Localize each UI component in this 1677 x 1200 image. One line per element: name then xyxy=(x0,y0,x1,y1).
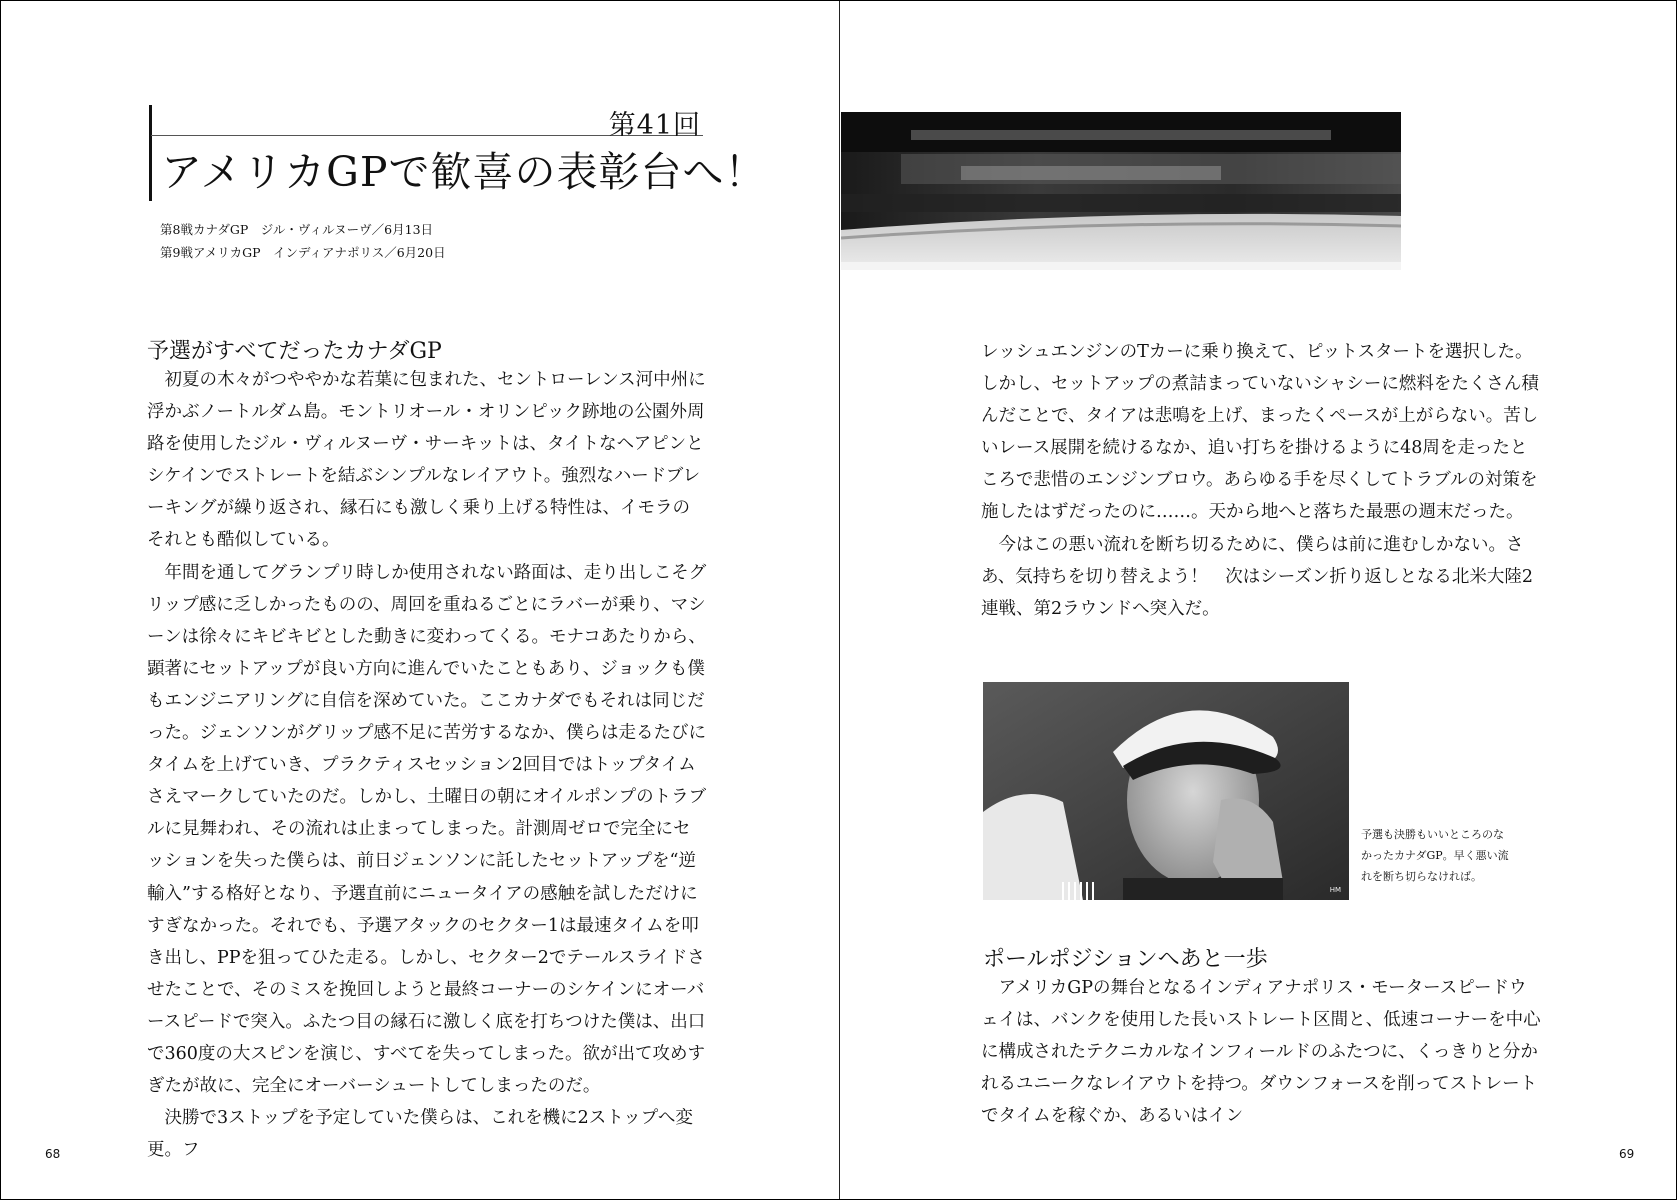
episode-number: 第41回 xyxy=(608,110,701,141)
photo-caption: 予選も決勝もいいところのなかったカナダGP。早く悪い流れを断ち切らなければ。 xyxy=(1361,828,1509,883)
paragraph: アメリカGPの舞台となるインディアナポリス・モータースピードウェイは、バンクを使用した長いストレート区間と、低速コーナーを中心に構成されたテクニカルなインフィールドのふたつに、くっきりと分かれるユニークなレイアウトを持つ。ダウンフォースを削ってストレートでタイムを稼ぐか、あるいはイン xyxy=(981,978,1541,1127)
chapter-title: アメリカGPで歓喜の表彰台へ！ xyxy=(161,148,767,196)
page-gutter xyxy=(839,1,840,1200)
section-heading-canada: 予選がすべてだったカナダGP xyxy=(147,339,442,364)
right-body-text-2 xyxy=(981,972,1541,1132)
photo-credit: HM xyxy=(1329,886,1341,894)
section-heading-pole-position: ポールポジションへあと一歩 xyxy=(983,947,1268,972)
page-number-right: 69 xyxy=(1619,1147,1635,1161)
motion-blur-car-photo xyxy=(841,112,1401,270)
driver-portrait-photo xyxy=(983,682,1349,900)
race-info-line: 第8戦カナダGP ジル・ヴィルヌーヴ／6月13日 xyxy=(160,222,434,237)
paragraph: 年間を通してグランプリ時しか使用されない路面は、走り出しこそグリップ感に乏しかったものの、周回を重ねるごとにラバーが乗り、マシーンは徐々にキビキビとした動きに変わってくる。モナコあたりから、顕著にセットアップが良い方向に進んでいたこともあり、ジョックも僕もエンジニアリングに自信を深めていた。ここカナダでもそれは同じだった。ジェンソンがグリップ感不足に苦労するなか、僕らは走るたびにタイムを上げていき、プラクティスセッション2回目ではトップタイムさえマークしていたのだ。しかし、土曜日の朝にオイルポンプのトラブルに見舞われ、その流れは止まってしまった。計測周ゼロで完全にセッションを失った僕らは、前日ジェンソンに託したセットアップを“逆輸入”する格好となり、予選直前にニュータイアの感触を試しただけにすぎなかった。それでも、予選アタックのセクター1は最速タイムを叩き出し、PPを狙ってひた走る。しかし、セクター2でテールスライドさせたことで、そのミスを挽回しようと最終コーナーのシケインにオーバースピードで突入。ふたつ目の縁石に激しく底を打ちつけた僕は、出口で360度の大スピンを演じ、すべてを失ってしまった。欲が出て攻めすぎたが故に、完全にオーバーシュートしてしまったのだ。 xyxy=(147,562,707,1097)
left-body-text xyxy=(147,364,707,1166)
page-number-left: 68 xyxy=(45,1147,61,1161)
paragraph: 初夏の木々がつややかな若葉に包まれた、セントローレンス河中州に浮かぶノートルダム島。モントリオール・オリンピック跡地の公園外周路を使用したジル・ヴィルヌーヴ・サーキットは、タイトなヘアピンとシケインでストレートを結ぶシンプルなレイアウト。強烈なハードブレーキングが繰り返され、縁石にも激しく乗り上げる特性は、イモラのそれとも酷似している。 xyxy=(147,370,706,551)
paragraph: 決勝で3ストップを予定していた僕らは、これを機に2ストップへ変更。フ xyxy=(147,1108,693,1161)
paragraph: 今はこの悪い流れを断ち切るために、僕らは前に進むしかない。さあ、気持ちを切り替えよう！ 次はシーズン折り返しとなる北米大陸2連戦、第2ラウンドへ突入だ。 xyxy=(981,534,1534,619)
right-body-text xyxy=(981,336,1541,625)
paragraph: レッシュエンジンのTカーに乗り換えて、ピットスタートを選択した。しかし、セットアップの煮詰まっていないシャシーに燃料をたくさん積んだことで、タイアは悲鳴を上げ、まったくペースが上がらない。苦しいレース展開を続けるなか、追い打ちを掛けるように48周を走ったところで悲惜のエンジンブロウ。あらゆる手を尽くしてトラブルの対策を施したはずだったのに……。天から地へと落ちた最悪の週末だった。 xyxy=(981,342,1539,523)
race-info xyxy=(160,218,446,264)
title-vertical-rule xyxy=(149,105,152,201)
race-info-line: 第9戦アメリカGP インディアナポリス／6月20日 xyxy=(160,245,446,260)
